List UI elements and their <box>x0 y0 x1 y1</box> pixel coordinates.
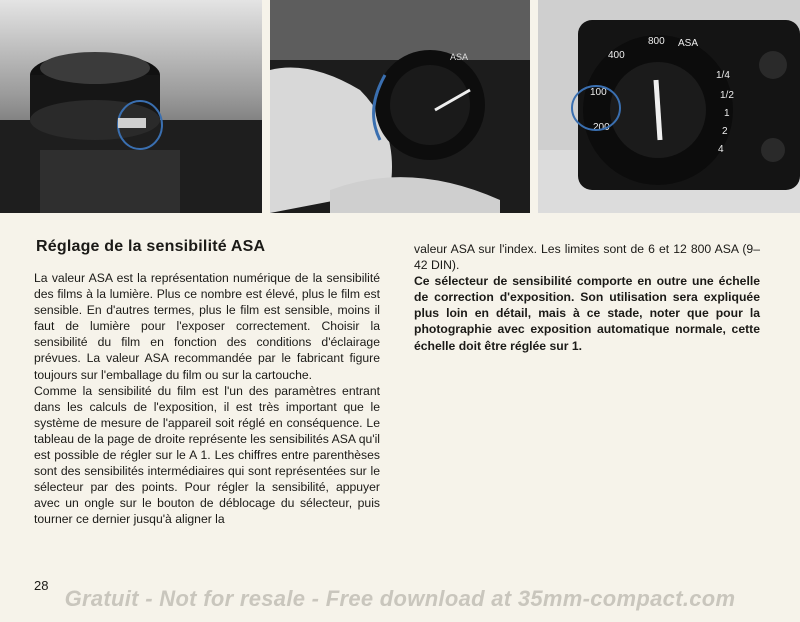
paragraph-setting-instructions: Comme la sensibilité du film est l'un des paramètres entrant dans les calculs de l'exposition, il est très important que le système de mesure de l'appareil soit réglé en conséquence. Le tableau de la page de droite représente les sensibilités ASA qu'il est possible de régler sur le A 1. Les chiffres entre parenthèses sont des sensibilités intermédiaires qui sont représentées sur le sélecteur par des points. Pour régler la sensibilité, appuyer avec un ongle sur le bouton de déblocage du sélecteur, puis tourner ce dernier jusqu'à aligner la <box>34 383 380 527</box>
svg-text:2: 2 <box>722 126 728 137</box>
svg-text:800: 800 <box>648 36 665 47</box>
right-column <box>414 241 760 354</box>
asa-dial-closeup-photo <box>538 0 800 213</box>
svg-text:ASA: ASA <box>678 38 699 49</box>
svg-text:4: 4 <box>718 144 724 155</box>
svg-text:200: 200 <box>593 122 610 133</box>
dial-turning-photo <box>270 0 530 213</box>
paragraph-asa-definition: La valeur ASA est la représentation numérique de la sensibilité des films à la lumière. Plus ce nombre est élevé, plus le film est sensible. En d'autres termes, plus le film est sensible, moins il faut de lumière pour l'exposer correctement. Choisir la sensibilité du film en fonction des conditions d'éclairage prévues. La valeur ASA recommandée par le fabricant figure toujours sur l'emballage du film ou sur la cartouche. <box>34 271 380 382</box>
page-number: 28 <box>34 578 49 593</box>
svg-text:ASA: ASA <box>450 52 469 62</box>
paragraph-exposure-correction: Ce sélecteur de sensibilité comporte en outre une échelle de correction d'exposition. Son utilisation sera expliquée plus loin en détail, mais à ce stade, noter que pour la photographie avec exposition automatique normale, cette échelle doit être réglée sur 1. <box>414 274 760 353</box>
watermark: Gratuit - Not for resale - Free download at 35mm-compact.com <box>64 586 736 611</box>
svg-text:400: 400 <box>608 50 625 61</box>
svg-text:1: 1 <box>724 108 730 119</box>
camera-top-photo <box>0 0 262 213</box>
svg-text:1/2: 1/2 <box>720 90 734 101</box>
paragraph-asa-limits: valeur ASA sur l'index. Les limites sont de 6 et 12 800 ASA (9–42 DIN). <box>414 242 760 273</box>
left-column <box>34 270 380 528</box>
section-heading: Réglage de la sensibilité ASA <box>36 238 266 255</box>
svg-text:100: 100 <box>590 87 607 98</box>
svg-text:1/4: 1/4 <box>716 70 730 81</box>
